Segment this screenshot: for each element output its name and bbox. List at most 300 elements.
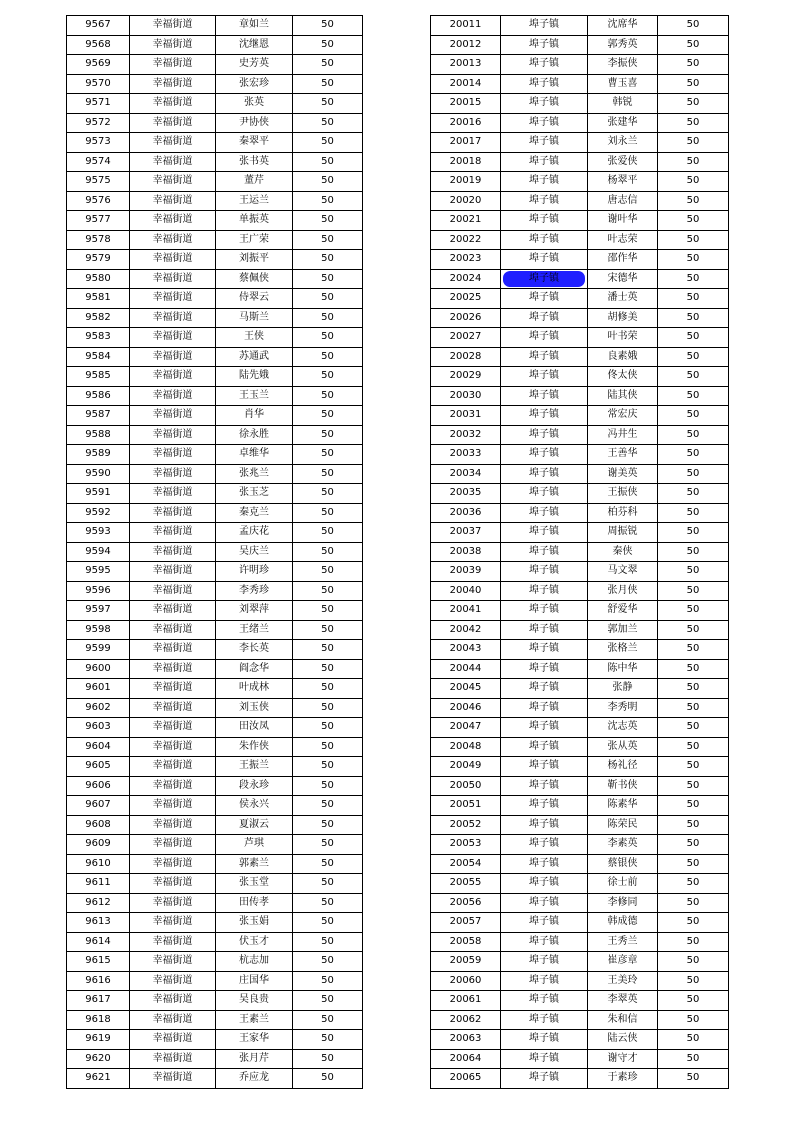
amount-cell[interactable]: 50 xyxy=(293,776,363,796)
id-cell[interactable]: 20028 xyxy=(431,347,501,367)
area-cell[interactable]: 幸福街道 xyxy=(130,971,216,991)
name-cell[interactable]: 曹玉喜 xyxy=(588,74,658,94)
name-cell[interactable]: 李长英 xyxy=(216,640,293,660)
area-cell[interactable]: 幸福街道 xyxy=(130,113,216,133)
amount-cell[interactable]: 50 xyxy=(658,1049,729,1069)
name-cell[interactable]: 刘玉侠 xyxy=(216,698,293,718)
area-cell[interactable]: 埠子镇 xyxy=(501,152,588,172)
area-cell[interactable]: 幸福街道 xyxy=(130,230,216,250)
id-cell[interactable]: 20018 xyxy=(431,152,501,172)
area-cell[interactable]: 幸福街道 xyxy=(130,503,216,523)
name-cell[interactable]: 马斯兰 xyxy=(216,308,293,328)
id-cell[interactable]: 9613 xyxy=(67,913,130,933)
name-cell[interactable]: 王侠 xyxy=(216,328,293,348)
amount-cell[interactable]: 50 xyxy=(293,679,363,699)
name-cell[interactable]: 叶志荣 xyxy=(588,230,658,250)
name-cell[interactable]: 张宏珍 xyxy=(216,74,293,94)
id-cell[interactable]: 20057 xyxy=(431,913,501,933)
name-cell[interactable]: 唐志信 xyxy=(588,191,658,211)
name-cell[interactable]: 周振锐 xyxy=(588,523,658,543)
name-cell[interactable]: 董芹 xyxy=(216,172,293,192)
id-cell[interactable]: 20065 xyxy=(431,1069,501,1089)
area-cell[interactable]: 埠子镇 xyxy=(501,94,588,114)
area-cell[interactable]: 幸福街道 xyxy=(130,796,216,816)
area-cell[interactable]: 幸福街道 xyxy=(130,757,216,777)
area-cell[interactable]: 幸福街道 xyxy=(130,1069,216,1089)
id-cell[interactable]: 20016 xyxy=(431,113,501,133)
area-cell[interactable]: 埠子镇 xyxy=(501,757,588,777)
name-cell[interactable]: 刘翠萍 xyxy=(216,601,293,621)
id-cell[interactable]: 20053 xyxy=(431,835,501,855)
area-cell[interactable]: 幸福街道 xyxy=(130,893,216,913)
area-cell[interactable]: 幸福街道 xyxy=(130,55,216,75)
area-cell[interactable]: 幸福街道 xyxy=(130,620,216,640)
area-cell[interactable]: 幸福街道 xyxy=(130,776,216,796)
id-cell[interactable]: 20041 xyxy=(431,601,501,621)
id-cell[interactable]: 20049 xyxy=(431,757,501,777)
amount-cell[interactable]: 50 xyxy=(293,971,363,991)
area-cell[interactable]: 埠子镇 xyxy=(501,55,588,75)
name-cell[interactable]: 王振侠 xyxy=(588,484,658,504)
id-cell[interactable]: 9581 xyxy=(67,289,130,309)
name-cell[interactable]: 陈中华 xyxy=(588,659,658,679)
name-cell[interactable]: 刘振平 xyxy=(216,250,293,270)
amount-cell[interactable]: 50 xyxy=(293,289,363,309)
amount-cell[interactable]: 50 xyxy=(293,542,363,562)
area-cell[interactable]: 埠子镇 xyxy=(501,971,588,991)
id-cell[interactable]: 20020 xyxy=(431,191,501,211)
name-cell[interactable]: 张格兰 xyxy=(588,640,658,660)
name-cell[interactable]: 张爱侠 xyxy=(588,152,658,172)
amount-cell[interactable]: 50 xyxy=(658,698,729,718)
id-cell[interactable]: 20044 xyxy=(431,659,501,679)
area-cell[interactable]: 埠子镇 xyxy=(501,503,588,523)
id-cell[interactable]: 9618 xyxy=(67,1010,130,1030)
id-cell[interactable]: 20062 xyxy=(431,1010,501,1030)
area-cell[interactable]: 埠子镇 xyxy=(501,484,588,504)
name-cell[interactable]: 邵作华 xyxy=(588,250,658,270)
id-cell[interactable]: 9597 xyxy=(67,601,130,621)
area-cell[interactable]: 埠子镇 xyxy=(501,893,588,913)
amount-cell[interactable]: 50 xyxy=(658,854,729,874)
area-cell[interactable]: 幸福街道 xyxy=(130,1049,216,1069)
name-cell[interactable]: 张玉堂 xyxy=(216,874,293,894)
name-cell[interactable]: 徐永胜 xyxy=(216,425,293,445)
area-cell[interactable]: 埠子镇 xyxy=(501,35,588,55)
id-cell[interactable]: 20047 xyxy=(431,718,501,738)
id-cell[interactable]: 9606 xyxy=(67,776,130,796)
amount-cell[interactable]: 50 xyxy=(658,913,729,933)
amount-cell[interactable]: 50 xyxy=(658,172,729,192)
area-cell[interactable]: 幸福街道 xyxy=(130,1030,216,1050)
name-cell[interactable]: 朱作侠 xyxy=(216,737,293,757)
id-cell[interactable]: 9595 xyxy=(67,562,130,582)
area-cell[interactable]: 幸福街道 xyxy=(130,698,216,718)
name-cell[interactable]: 伏玉才 xyxy=(216,932,293,952)
amount-cell[interactable]: 50 xyxy=(293,698,363,718)
id-cell[interactable]: 20037 xyxy=(431,523,501,543)
name-cell[interactable]: 夏淑云 xyxy=(216,815,293,835)
id-cell[interactable]: 20017 xyxy=(431,133,501,153)
area-cell[interactable]: 埠子镇 xyxy=(501,16,588,36)
area-cell[interactable]: 幸福街道 xyxy=(130,991,216,1011)
name-cell[interactable]: 沈席华 xyxy=(588,16,658,36)
id-cell[interactable]: 9582 xyxy=(67,308,130,328)
id-cell[interactable]: 9607 xyxy=(67,796,130,816)
area-cell[interactable]: 埠子镇 xyxy=(501,172,588,192)
amount-cell[interactable]: 50 xyxy=(293,913,363,933)
amount-cell[interactable]: 50 xyxy=(293,835,363,855)
amount-cell[interactable]: 50 xyxy=(658,1030,729,1050)
area-cell[interactable]: 幸福街道 xyxy=(130,308,216,328)
name-cell[interactable]: 肖华 xyxy=(216,406,293,426)
area-cell[interactable]: 幸福街道 xyxy=(130,269,216,289)
amount-cell[interactable]: 50 xyxy=(658,581,729,601)
area-cell[interactable]: 埠子镇 xyxy=(501,1069,588,1089)
name-cell[interactable]: 谢美英 xyxy=(588,464,658,484)
name-cell[interactable]: 乔应龙 xyxy=(216,1069,293,1089)
area-cell[interactable]: 埠子镇 xyxy=(501,659,588,679)
area-cell[interactable]: 埠子镇 xyxy=(501,835,588,855)
name-cell[interactable]: 柏芬科 xyxy=(588,503,658,523)
name-cell[interactable]: 马文翠 xyxy=(588,562,658,582)
area-cell[interactable]: 埠子镇 xyxy=(501,952,588,972)
name-cell[interactable]: 郭秀英 xyxy=(588,35,658,55)
amount-cell[interactable]: 50 xyxy=(293,250,363,270)
name-cell[interactable]: 尹协侠 xyxy=(216,113,293,133)
name-cell[interactable]: 蔡佩侠 xyxy=(216,269,293,289)
name-cell[interactable]: 王绪兰 xyxy=(216,620,293,640)
id-cell[interactable]: 9585 xyxy=(67,367,130,387)
id-cell[interactable]: 9589 xyxy=(67,445,130,465)
amount-cell[interactable]: 50 xyxy=(658,386,729,406)
area-cell[interactable]: 幸福街道 xyxy=(130,133,216,153)
id-cell[interactable]: 9591 xyxy=(67,484,130,504)
area-cell[interactable]: 埠子镇 xyxy=(501,796,588,816)
id-cell[interactable]: 20023 xyxy=(431,250,501,270)
id-cell[interactable]: 9568 xyxy=(67,35,130,55)
amount-cell[interactable]: 50 xyxy=(658,757,729,777)
amount-cell[interactable]: 50 xyxy=(658,679,729,699)
id-cell[interactable]: 9610 xyxy=(67,854,130,874)
area-cell[interactable]: 幸福街道 xyxy=(130,484,216,504)
id-cell[interactable]: 20012 xyxy=(431,35,501,55)
area-cell[interactable]: 幸福街道 xyxy=(130,640,216,660)
amount-cell[interactable]: 50 xyxy=(658,250,729,270)
amount-cell[interactable]: 50 xyxy=(658,874,729,894)
id-cell[interactable]: 20058 xyxy=(431,932,501,952)
name-cell[interactable]: 张月侠 xyxy=(588,581,658,601)
area-cell[interactable]: 幸福街道 xyxy=(130,211,216,231)
amount-cell[interactable]: 50 xyxy=(658,932,729,952)
area-cell[interactable]: 幸福街道 xyxy=(130,406,216,426)
name-cell[interactable]: 孟庆花 xyxy=(216,523,293,543)
amount-cell[interactable]: 50 xyxy=(658,952,729,972)
id-cell[interactable]: 9609 xyxy=(67,835,130,855)
area-cell[interactable]: 幸福街道 xyxy=(130,874,216,894)
amount-cell[interactable]: 50 xyxy=(658,328,729,348)
amount-cell[interactable]: 50 xyxy=(658,191,729,211)
id-cell[interactable]: 9569 xyxy=(67,55,130,75)
id-cell[interactable]: 20045 xyxy=(431,679,501,699)
area-cell[interactable]: 埠子镇 xyxy=(501,581,588,601)
area-cell[interactable]: 埠子镇 xyxy=(501,542,588,562)
amount-cell[interactable]: 50 xyxy=(658,991,729,1011)
amount-cell[interactable]: 50 xyxy=(293,659,363,679)
amount-cell[interactable]: 50 xyxy=(658,835,729,855)
amount-cell[interactable]: 50 xyxy=(658,133,729,153)
id-cell[interactable]: 20019 xyxy=(431,172,501,192)
amount-cell[interactable]: 50 xyxy=(293,1049,363,1069)
name-cell[interactable]: 王素兰 xyxy=(216,1010,293,1030)
name-cell[interactable]: 张玉芝 xyxy=(216,484,293,504)
area-cell[interactable]: 埠子镇 xyxy=(501,211,588,231)
id-cell[interactable]: 20011 xyxy=(431,16,501,36)
amount-cell[interactable]: 50 xyxy=(293,874,363,894)
amount-cell[interactable]: 50 xyxy=(293,55,363,75)
id-cell[interactable]: 20029 xyxy=(431,367,501,387)
area-cell[interactable]: 埠子镇 xyxy=(501,386,588,406)
name-cell[interactable]: 冯井生 xyxy=(588,425,658,445)
id-cell[interactable]: 20039 xyxy=(431,562,501,582)
name-cell[interactable]: 良素娥 xyxy=(588,347,658,367)
id-cell[interactable]: 20014 xyxy=(431,74,501,94)
area-cell[interactable]: 埠子镇 xyxy=(501,815,588,835)
name-cell[interactable]: 谢守才 xyxy=(588,1049,658,1069)
area-cell[interactable]: 埠子镇 xyxy=(501,776,588,796)
amount-cell[interactable]: 50 xyxy=(658,289,729,309)
id-cell[interactable]: 9577 xyxy=(67,211,130,231)
name-cell[interactable]: 史芳英 xyxy=(216,55,293,75)
amount-cell[interactable]: 50 xyxy=(658,601,729,621)
area-cell[interactable]: 幸福街道 xyxy=(130,347,216,367)
name-cell[interactable]: 郭素兰 xyxy=(216,854,293,874)
amount-cell[interactable]: 50 xyxy=(293,269,363,289)
area-cell[interactable]: 幸福街道 xyxy=(130,523,216,543)
id-cell[interactable]: 9580 xyxy=(67,269,130,289)
id-cell[interactable]: 9594 xyxy=(67,542,130,562)
name-cell[interactable]: 崔彦章 xyxy=(588,952,658,972)
amount-cell[interactable]: 50 xyxy=(658,211,729,231)
area-cell[interactable]: 幸福街道 xyxy=(130,464,216,484)
name-cell[interactable]: 潘士英 xyxy=(588,289,658,309)
name-cell[interactable]: 韩成德 xyxy=(588,913,658,933)
area-cell[interactable]: 幸福街道 xyxy=(130,932,216,952)
id-cell[interactable]: 9608 xyxy=(67,815,130,835)
id-cell[interactable]: 20042 xyxy=(431,620,501,640)
name-cell[interactable]: 李秀珍 xyxy=(216,581,293,601)
name-cell[interactable]: 王振兰 xyxy=(216,757,293,777)
name-cell[interactable]: 杨翠平 xyxy=(588,172,658,192)
id-cell[interactable]: 9602 xyxy=(67,698,130,718)
name-cell[interactable]: 阎念华 xyxy=(216,659,293,679)
name-cell[interactable]: 沈继恩 xyxy=(216,35,293,55)
amount-cell[interactable]: 50 xyxy=(658,367,729,387)
amount-cell[interactable]: 50 xyxy=(293,367,363,387)
name-cell[interactable]: 王玉兰 xyxy=(216,386,293,406)
id-cell[interactable]: 9584 xyxy=(67,347,130,367)
amount-cell[interactable]: 50 xyxy=(658,406,729,426)
amount-cell[interactable]: 50 xyxy=(293,718,363,738)
area-cell[interactable]: 幸福街道 xyxy=(130,172,216,192)
amount-cell[interactable]: 50 xyxy=(293,445,363,465)
area-cell[interactable]: 幸福街道 xyxy=(130,74,216,94)
amount-cell[interactable]: 50 xyxy=(293,386,363,406)
amount-cell[interactable]: 50 xyxy=(658,35,729,55)
name-cell[interactable]: 庄国华 xyxy=(216,971,293,991)
id-cell[interactable]: 9571 xyxy=(67,94,130,114)
name-cell[interactable]: 张从英 xyxy=(588,737,658,757)
area-cell[interactable]: 幸福街道 xyxy=(130,367,216,387)
amount-cell[interactable]: 50 xyxy=(293,503,363,523)
amount-cell[interactable]: 50 xyxy=(293,640,363,660)
amount-cell[interactable]: 50 xyxy=(658,620,729,640)
name-cell[interactable]: 张建华 xyxy=(588,113,658,133)
id-cell[interactable]: 9598 xyxy=(67,620,130,640)
area-cell[interactable]: 埠子镇 xyxy=(501,113,588,133)
name-cell[interactable]: 胡修美 xyxy=(588,308,658,328)
area-cell[interactable]: 埠子镇 xyxy=(501,1030,588,1050)
id-cell[interactable]: 9599 xyxy=(67,640,130,660)
amount-cell[interactable]: 50 xyxy=(658,445,729,465)
amount-cell[interactable]: 50 xyxy=(293,94,363,114)
id-cell[interactable]: 20038 xyxy=(431,542,501,562)
name-cell[interactable]: 王善华 xyxy=(588,445,658,465)
amount-cell[interactable]: 50 xyxy=(293,191,363,211)
id-cell[interactable]: 9576 xyxy=(67,191,130,211)
amount-cell[interactable]: 50 xyxy=(658,542,729,562)
id-cell[interactable]: 20048 xyxy=(431,737,501,757)
area-cell[interactable]: 幸福街道 xyxy=(130,425,216,445)
id-cell[interactable]: 20026 xyxy=(431,308,501,328)
name-cell[interactable]: 叶书荣 xyxy=(588,328,658,348)
name-cell[interactable]: 李素英 xyxy=(588,835,658,855)
area-cell[interactable]: 埠子镇 xyxy=(501,523,588,543)
id-cell[interactable]: 9590 xyxy=(67,464,130,484)
selected-cell[interactable] xyxy=(501,269,588,289)
amount-cell[interactable]: 50 xyxy=(658,308,729,328)
name-cell[interactable]: 陈荣民 xyxy=(588,815,658,835)
name-cell[interactable]: 田传孝 xyxy=(216,893,293,913)
amount-cell[interactable]: 50 xyxy=(658,74,729,94)
amount-cell[interactable]: 50 xyxy=(293,133,363,153)
name-cell[interactable]: 吴庆兰 xyxy=(216,542,293,562)
area-cell[interactable]: 埠子镇 xyxy=(501,737,588,757)
area-cell[interactable]: 幸福街道 xyxy=(130,1010,216,1030)
id-cell[interactable]: 9579 xyxy=(67,250,130,270)
amount-cell[interactable]: 50 xyxy=(293,737,363,757)
area-cell[interactable]: 幸福街道 xyxy=(130,854,216,874)
amount-cell[interactable]: 50 xyxy=(293,893,363,913)
id-cell[interactable]: 9592 xyxy=(67,503,130,523)
name-cell[interactable]: 张玉娟 xyxy=(216,913,293,933)
area-cell[interactable]: 幸福街道 xyxy=(130,913,216,933)
name-cell[interactable]: 郭加兰 xyxy=(588,620,658,640)
id-cell[interactable]: 9572 xyxy=(67,113,130,133)
area-cell[interactable]: 埠子镇 xyxy=(501,1010,588,1030)
id-cell[interactable]: 9586 xyxy=(67,386,130,406)
amount-cell[interactable]: 50 xyxy=(293,406,363,426)
id-cell[interactable]: 9578 xyxy=(67,230,130,250)
area-cell[interactable]: 幸福街道 xyxy=(130,815,216,835)
name-cell[interactable]: 单振英 xyxy=(216,211,293,231)
name-cell[interactable]: 陆云侠 xyxy=(588,1030,658,1050)
area-cell[interactable]: 埠子镇 xyxy=(501,308,588,328)
area-cell[interactable]: 幸福街道 xyxy=(130,835,216,855)
name-cell[interactable]: 李秀明 xyxy=(588,698,658,718)
amount-cell[interactable]: 50 xyxy=(293,1069,363,1089)
amount-cell[interactable]: 50 xyxy=(658,640,729,660)
amount-cell[interactable]: 50 xyxy=(293,484,363,504)
amount-cell[interactable]: 50 xyxy=(658,971,729,991)
area-cell[interactable]: 幸福街道 xyxy=(130,581,216,601)
name-cell[interactable]: 靳书侠 xyxy=(588,776,658,796)
area-cell[interactable]: 埠子镇 xyxy=(501,445,588,465)
id-cell[interactable]: 9611 xyxy=(67,874,130,894)
id-cell[interactable]: 9583 xyxy=(67,328,130,348)
id-cell[interactable]: 9587 xyxy=(67,406,130,426)
name-cell[interactable]: 田汝凤 xyxy=(216,718,293,738)
amount-cell[interactable]: 50 xyxy=(293,347,363,367)
amount-cell[interactable]: 50 xyxy=(293,601,363,621)
name-cell[interactable]: 张月芹 xyxy=(216,1049,293,1069)
name-cell[interactable]: 王运兰 xyxy=(216,191,293,211)
name-cell[interactable]: 徐士前 xyxy=(588,874,658,894)
id-cell[interactable]: 20035 xyxy=(431,484,501,504)
area-cell[interactable]: 幸福街道 xyxy=(130,952,216,972)
amount-cell[interactable]: 50 xyxy=(658,659,729,679)
id-cell[interactable]: 20036 xyxy=(431,503,501,523)
name-cell[interactable]: 朱和信 xyxy=(588,1010,658,1030)
amount-cell[interactable]: 50 xyxy=(658,1069,729,1089)
name-cell[interactable]: 秦翠平 xyxy=(216,133,293,153)
area-cell[interactable]: 埠子镇 xyxy=(501,191,588,211)
area-cell[interactable]: 埠子镇 xyxy=(501,289,588,309)
area-cell[interactable]: 埠子镇 xyxy=(501,74,588,94)
area-cell[interactable]: 埠子镇 xyxy=(501,562,588,582)
name-cell[interactable]: 陈素华 xyxy=(588,796,658,816)
amount-cell[interactable]: 50 xyxy=(658,815,729,835)
id-cell[interactable]: 20025 xyxy=(431,289,501,309)
id-cell[interactable]: 9620 xyxy=(67,1049,130,1069)
id-cell[interactable]: 20054 xyxy=(431,854,501,874)
name-cell[interactable]: 谢叶华 xyxy=(588,211,658,231)
amount-cell[interactable]: 50 xyxy=(658,16,729,36)
area-cell[interactable]: 幸福街道 xyxy=(130,445,216,465)
amount-cell[interactable]: 50 xyxy=(293,796,363,816)
amount-cell[interactable]: 50 xyxy=(658,503,729,523)
name-cell[interactable]: 张英 xyxy=(216,94,293,114)
amount-cell[interactable]: 50 xyxy=(658,562,729,582)
amount-cell[interactable]: 50 xyxy=(293,620,363,640)
area-cell[interactable]: 幸福街道 xyxy=(130,737,216,757)
id-cell[interactable]: 9573 xyxy=(67,133,130,153)
id-cell[interactable]: 9596 xyxy=(67,581,130,601)
amount-cell[interactable]: 50 xyxy=(293,991,363,1011)
name-cell[interactable]: 李修同 xyxy=(588,893,658,913)
area-cell[interactable]: 埠子镇 xyxy=(501,913,588,933)
amount-cell[interactable]: 50 xyxy=(658,893,729,913)
amount-cell[interactable]: 50 xyxy=(658,152,729,172)
amount-cell[interactable]: 50 xyxy=(658,1010,729,1030)
name-cell[interactable]: 张书英 xyxy=(216,152,293,172)
id-cell[interactable]: 9567 xyxy=(67,16,130,36)
id-cell[interactable]: 20040 xyxy=(431,581,501,601)
area-cell[interactable]: 埠子镇 xyxy=(501,464,588,484)
name-cell[interactable]: 吴良贵 xyxy=(216,991,293,1011)
amount-cell[interactable]: 50 xyxy=(293,230,363,250)
area-cell[interactable]: 埠子镇 xyxy=(501,874,588,894)
